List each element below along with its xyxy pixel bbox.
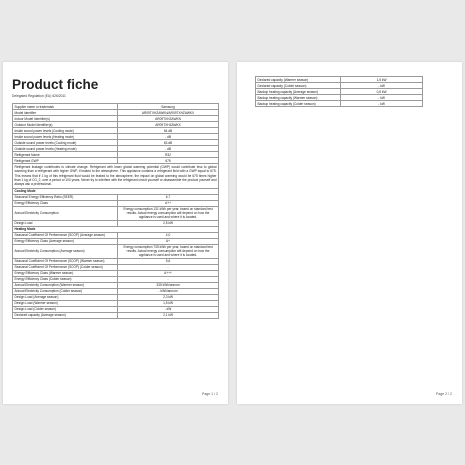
table-row [13,312,219,318]
row-label: Seasonal Energy Efficiency Ratio (SEER) [13,194,118,200]
row-label: Annual Electricity Consumption (Warmer season) [13,282,118,288]
row-value: 2,5 kW [118,220,219,226]
table-row [13,164,219,189]
product-fiche-table [12,103,219,319]
row-label: Model identifier [13,110,118,116]
row-label: Seasonal Coefficient Of Performance (SCOP) (Warmer season) [13,258,118,264]
row-value: 675 [118,158,219,164]
row-label: Annual Electricity Consumption (Average season) [13,244,118,258]
row-label: Design Load (Colder season) [13,306,118,312]
row-label: Design Load [13,220,118,226]
row-label: Outdoor Model Identifier(s) [13,122,118,128]
row-value: - dB [118,146,219,152]
row-label: Declared capacity (Average season) [13,312,118,318]
row-label: Backup heating capacity (Average season) [256,89,341,95]
page-number: Page 2 / 2 [436,392,452,396]
row-label: Outside sound power levels (Cooling mode) [13,140,118,146]
row-label: Annual Electricity Consumption (Colder season) [13,288,118,294]
page-title: Product fiche [12,77,99,92]
row-label: Energy Efficiency Class (Average season) [13,238,118,244]
row-value: 335 kWh/annum [118,282,219,288]
row-label: Backup heating capacity (Warmer season) [256,95,341,101]
row-value: 0,6 kW [341,89,423,95]
row-label: Inside sound power levels (Cooling mode) [13,128,118,134]
row-value: A+++ [118,270,219,276]
row-value: AR09TXHZAWKN [118,116,219,122]
row-label: Declared capacity (Warmer season) [256,77,341,83]
row-value: AR09TXHZAWKX [118,122,219,128]
heating-mode-header: Heating Mode [13,226,219,232]
table-row [256,101,423,107]
row-value: Energy consumption 735 kWh per year, based on standard test results. Actual energy consumption will depend on how the appliance is used and where it is located. [118,244,219,258]
cooling-mode-header: Cooling Mode [13,188,219,194]
row-label: Declared capacity (Colder season) [256,83,341,89]
row-label: Energy Efficiency Class (Colder season) [13,276,118,282]
row-label: Inside sound power levels (Heating mode) [13,134,118,140]
row-value: A++ [118,200,219,206]
row-label: Supplier name or trademark [13,104,118,110]
row-value: 1,5 kW [341,77,423,83]
page-number: Page 1 / 2 [202,392,218,396]
row-label: Seasonal Coefficient Of Performance (SCOP) (Colder season) [13,264,118,270]
row-label: Backup heating capacity (Colder season) [256,101,341,107]
row-value: - kW [341,83,423,89]
row-value: - kW [118,306,219,312]
row-value: - dB [118,134,219,140]
row-label: Outside sound power levels (Heating mode) [13,146,118,152]
row-label: Design Load (Average season) [13,294,118,300]
row-value: - kW [341,95,423,101]
row-value: - kWh/annum [118,288,219,294]
row-value: 63 dB [118,140,219,146]
row-label: Energy Efficiency Class [13,200,118,206]
row-value: 54 dB [118,128,219,134]
row-label: Seasonal Coefficient Of Performance (SCOP) (Average season) [13,232,118,238]
row-value: 5,6 [118,258,219,264]
row-value: - kW [341,101,423,107]
row-label: Refrigerant Name [13,152,118,158]
document-page-1 [3,62,228,404]
table-row [13,206,219,220]
row-value: 6,7 [118,194,219,200]
row-value: Energy consumption 131 kWh per year, based on standard test results. Actual energy consumption will depend on how the appliance is used and where it is located. [118,206,219,220]
row-label: Refrigerant GWP [13,158,118,164]
row-value: A+ [118,238,219,244]
document-page-2 [237,62,462,404]
refrigerant-notice: Refrigerant leakage contributes to climate change. Refrigerant with lower global warming potential (GWP) would contribute less to global warming than a refrigerant with higher GWP, if leaked to the atmosphere. This appliance contains a refrigerant fluid with a GWP equal to 675. This means that if 1 kg of this refrigerant fluid would be leaked to the atmosphere, the impact on global warming would be 675 times higher than 1 kg of CO_2, over a period of 100 years. Never try to interfere with the refrigerant circuit yourself or disassemble the product yourself and always ask a professional. [14,165,217,187]
row-value: 2,1 kW [118,312,219,318]
row-label: Design Load (Warmer season) [13,300,118,306]
row-label: Energy Efficiency Class (Warmer season) [13,270,118,276]
row-value: - [118,276,219,282]
row-label: Annual Electricity Consumption [13,206,118,220]
row-value: 1,5 kW [118,300,219,306]
regulation-subtitle: Delegated Regulation (EU) 626/2011 [12,94,66,98]
row-label: Indoor Model Identifier(s) [13,116,118,122]
row-value: 4,0 [118,232,219,238]
row-value: AR09TXHZAWKN/AR09TXHZAWKX [118,110,219,116]
table-row [13,244,219,258]
row-value: - [118,264,219,270]
row-value: R32 [118,152,219,158]
row-value: Samsung [118,104,219,110]
row-value: 2,3 kW [118,294,219,300]
product-fiche-table-continued [255,76,423,107]
